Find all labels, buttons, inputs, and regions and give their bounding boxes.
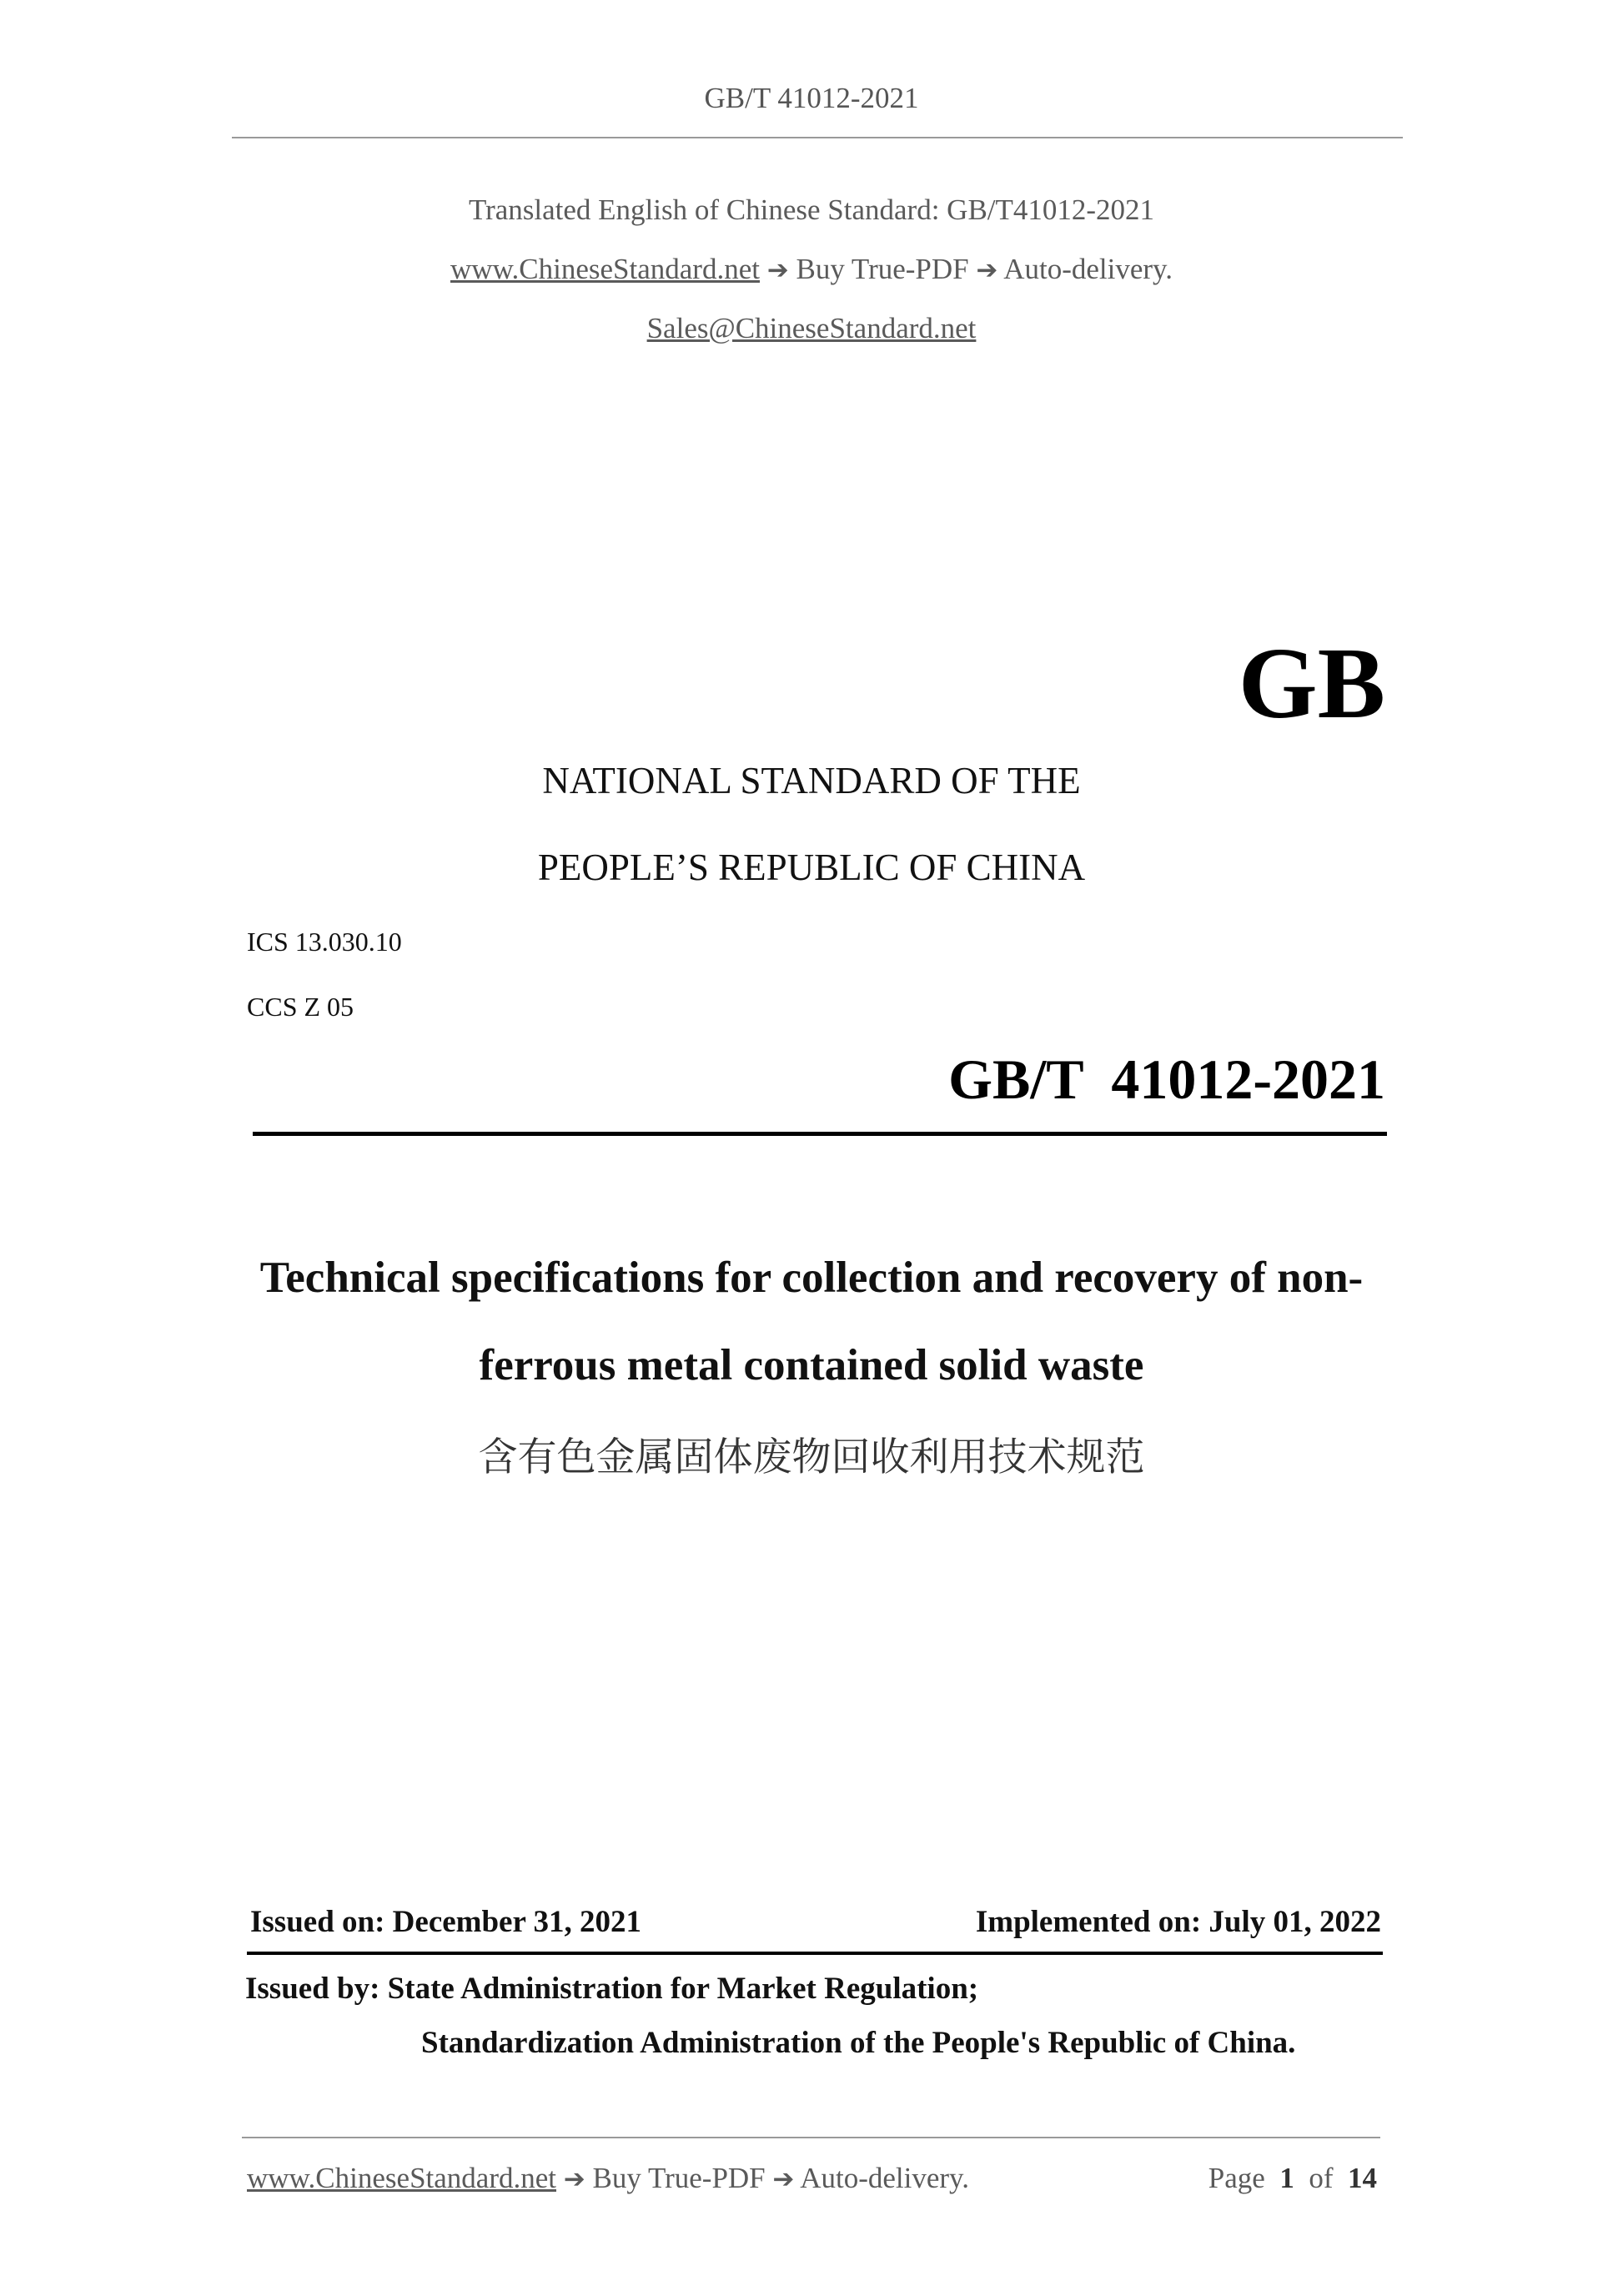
gb-mark: GB <box>1238 627 1385 740</box>
footer-buy-text: Buy True-PDF <box>592 2162 766 2194</box>
promo-translation-line: Translated English of Chinese Standard: GB/T41012-2021 <box>468 193 1155 226</box>
running-header: GB/T 41012-2021 <box>704 82 919 114</box>
title-chinese: 含有色金属固体废物回收利用技术规范 <box>478 1434 1145 1480</box>
promo-email-line <box>0 312 1623 345</box>
footer-divider <box>242 2137 1380 2138</box>
arrow-right-icon: ➔ <box>772 2164 795 2194</box>
ccs-code: CCS Z 05 <box>247 992 354 1022</box>
national-standard-line-1: NATIONAL STANDARD OF THE <box>542 760 1081 801</box>
footer-purchase-line <box>247 2162 969 2195</box>
title-line-2: ferrous metal contained solid waste <box>479 1341 1144 1389</box>
footer-site-link[interactable]: www.ChineseStandard.net <box>247 2162 556 2194</box>
ics-code: ICS 13.030.10 <box>247 927 402 957</box>
implemented-on-date: Implemented on: July 01, 2022 <box>975 1905 1381 1939</box>
title-line-1: Technical specifications for collection and recovery of non- <box>259 1254 1364 1302</box>
dates-rule <box>247 1952 1383 1955</box>
page-of: of <box>1309 2162 1334 2194</box>
standard-number-rule <box>253 1132 1387 1136</box>
footer-delivery-text: Auto-delivery. <box>800 2162 970 2194</box>
page-label: Page <box>1208 2162 1265 2194</box>
arrow-right-icon: ➔ <box>766 255 789 285</box>
header-divider <box>232 137 1403 138</box>
national-standard-line-2: PEOPLE’S REPUBLIC OF CHINA <box>537 847 1086 888</box>
delivery-text: Auto-delivery. <box>1003 253 1173 285</box>
site-link[interactable]: www.ChineseStandard.net <box>450 253 760 285</box>
standard-number: GB/T 41012-2021 <box>948 1048 1385 1111</box>
issued-by-line-2: Standardization Administration of the People's Republic of China. <box>421 2026 1296 2060</box>
page-indicator <box>1208 2162 1377 2195</box>
promo-purchase-line <box>0 253 1623 286</box>
issued-on-date: Issued on: December 31, 2021 <box>250 1905 641 1939</box>
arrow-right-icon: ➔ <box>563 2164 585 2194</box>
arrow-right-icon: ➔ <box>976 255 998 285</box>
email-link[interactable]: Sales@ChineseStandard.net <box>646 312 977 344</box>
buy-text: Buy True-PDF <box>796 253 969 285</box>
page-total: 14 <box>1348 2162 1377 2194</box>
issued-by-line-1: Issued by: State Administration for Market Regulation; <box>245 1972 979 2006</box>
page-current: 1 <box>1279 2162 1294 2194</box>
